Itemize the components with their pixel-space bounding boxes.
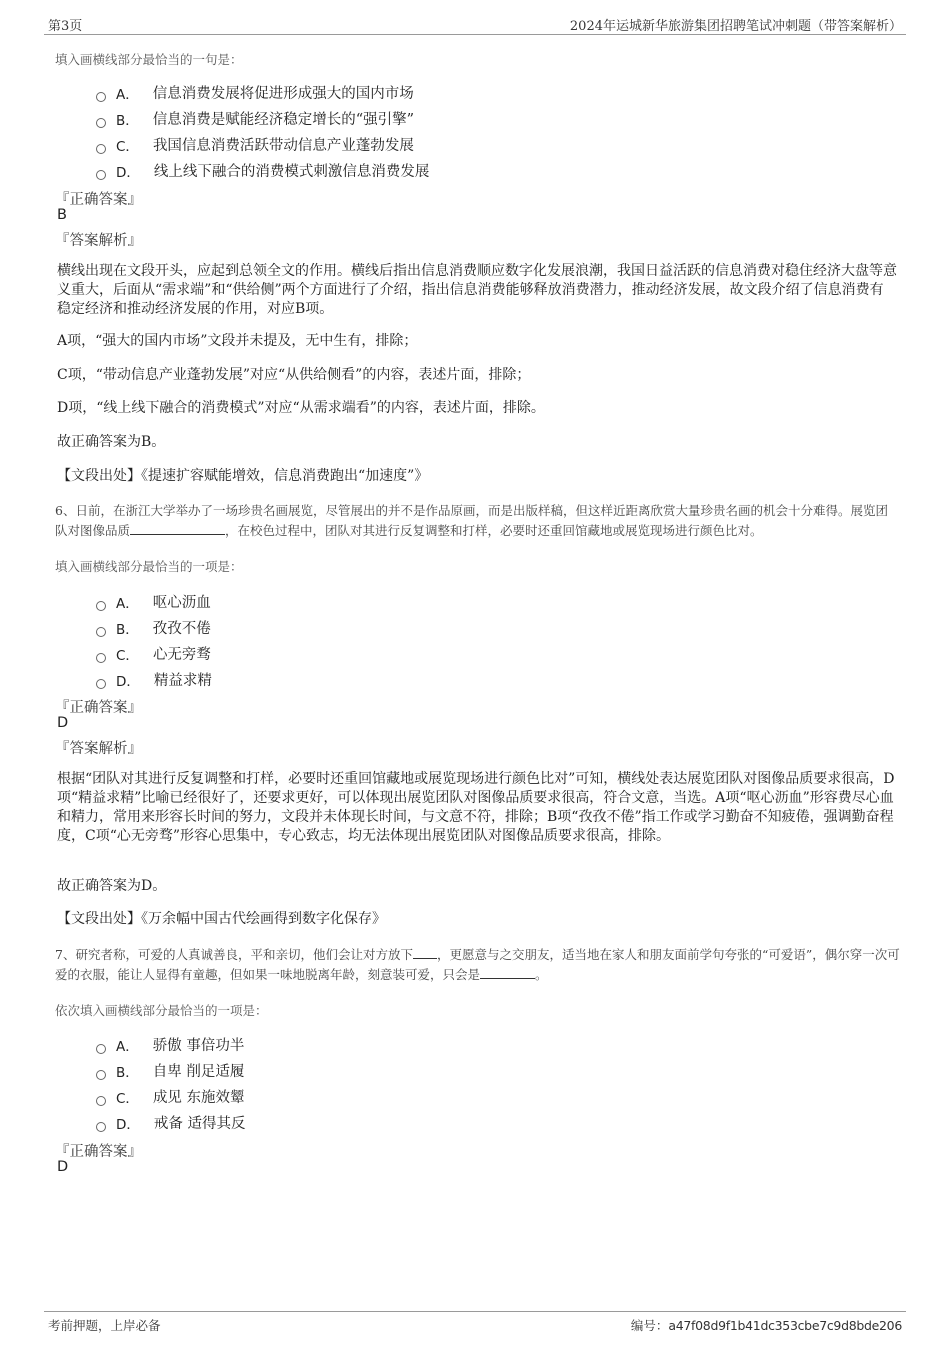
q5-answer: B xyxy=(57,207,67,223)
q6-conclusion: 故正确答案为D。 xyxy=(57,878,167,894)
document-code: 编号：a47f08d9f1b41dc353cbe7c9d8bde206 xyxy=(630,1318,902,1333)
q5-analysis-option-d: D项，“线上线下融合的消费模式”对应“从需求端看”的内容，表述片面，排除。 xyxy=(57,400,545,416)
q6-option-d[interactable]: D． 精益求精 xyxy=(96,669,212,690)
footer-slogan: 考前押题，上岸必备 xyxy=(48,1318,161,1333)
radio-icon[interactable] xyxy=(96,118,106,128)
q5-option-d[interactable]: D． 线上线下融合的消费模式刺激信息消费发展 xyxy=(96,160,429,181)
q5-analysis-label: 『答案解析』 xyxy=(55,233,142,249)
q7-prompt: 依次填入画横线部分最恰当的一项是： xyxy=(55,1003,268,1018)
q5-answer-label: 『正确答案』 xyxy=(55,192,142,208)
q5-analysis-paragraph: 横线出现在文段开头，应起到总领全文的作用。横线后指出信息消费顺应数字化发展浪潮，我国日益活跃的信息消费对稳住经济大盘等意义重大，后面从“需求端”和“供给侧”两个方面进行了介绍，指出信息消费能够释放消费潜力，推动经济发展，故文段介绍了信息消费有稳定经济和推动经济发展的作用，对应B项。 xyxy=(57,263,897,317)
radio-icon[interactable] xyxy=(96,92,106,102)
q6-option-c[interactable]: C． 心无旁骛 xyxy=(96,643,211,664)
radio-icon[interactable] xyxy=(96,627,106,637)
q6-analysis-label: 『答案解析』 xyxy=(55,741,142,757)
q5-source: 【文段出处】《提速扩容赋能增效，信息消费跑出“加速度”》 xyxy=(57,468,429,484)
q6-answer: D xyxy=(57,715,69,731)
fill-blank xyxy=(480,966,535,979)
radio-icon[interactable] xyxy=(96,144,106,154)
q7-answer-label: 『正确答案』 xyxy=(55,1144,142,1160)
radio-icon[interactable] xyxy=(96,1070,106,1080)
q7-option-d[interactable]: D． 戒备 适得其反 xyxy=(96,1112,246,1133)
document-title: 2024年运城新华旅游集团招聘笔试冲刺题（带答案解析） xyxy=(569,19,902,34)
q5-analysis-option-c: C项，“带动信息产业蓬勃发展”对应“从供给侧看”的内容，表述片面，排除； xyxy=(57,367,531,383)
page-number: 第3页 xyxy=(48,19,83,34)
radio-icon[interactable] xyxy=(96,653,106,663)
radio-icon[interactable] xyxy=(96,1096,106,1106)
q5-option-b[interactable]: B． 信息消费是赋能经济稳定增长的“强引擎” xyxy=(96,108,414,129)
q5-option-a[interactable]: A． 信息消费发展将促进形成强大的国内市场 xyxy=(96,82,414,103)
radio-icon[interactable] xyxy=(96,679,106,689)
q6-answer-label: 『正确答案』 xyxy=(55,700,142,716)
radio-icon[interactable] xyxy=(96,170,106,180)
radio-icon[interactable] xyxy=(96,1044,106,1054)
q6-option-b[interactable]: B． 孜孜不倦 xyxy=(96,617,211,638)
q6-prompt: 填入画横线部分最恰当的一项是： xyxy=(55,559,243,574)
page-footer xyxy=(44,1311,906,1336)
q7-option-b[interactable]: B． 自卑 削足适履 xyxy=(96,1060,244,1081)
q7-answer: D xyxy=(57,1159,69,1175)
radio-icon[interactable] xyxy=(96,1122,106,1132)
q6-question: 6、日前，在浙江大学举办了一场珍贵名画展览，尽管展出的并不是作品原画，而是出版样稿，但这样近距离欣赏大量珍贵名画的机会十分难得。展览团队对图像品质 ，在校色过程中，团队对其进行反复调整和打样，必要时还重回馆藏地或展览现场进行颜色比对。 xyxy=(55,503,888,538)
fill-blank xyxy=(413,946,437,959)
q6-analysis-paragraph: 根据“团队对其进行反复调整和打样，必要时还重回馆藏地或展览现场进行颜色比对”可知，横线处表达展览团队对图像品质要求很高，D项“精益求精”比喻已经很好了，还要求更好，可以体现出展览团队对图像品质要求很高，符合文意，当选。A项“呕心沥血”形容费尽心血和精力，常用来形容长时间的努力，文段并未体现长时间，与文意不符，排除；B项“孜孜不倦”指工作或学习勤奋不知疲倦，强调勤奋程度，C项“心无旁骛”形容心思集中，专心致志，均无法体现出展览团队对图像品质要求很高，排除。 xyxy=(57,771,895,844)
fill-blank xyxy=(130,522,225,535)
radio-icon[interactable] xyxy=(96,601,106,611)
q7-option-c[interactable]: C． 成见 东施效颦 xyxy=(96,1086,245,1107)
q6-option-a[interactable]: A． 呕心沥血 xyxy=(96,591,211,612)
page-header xyxy=(44,12,906,35)
q6-source: 【文段出处】《万余幅中国古代绘画得到数字化保存》 xyxy=(57,911,386,927)
q5-analysis-option-a: A项，“强大的国内市场”文段并未提及，无中生有，排除； xyxy=(57,333,418,349)
q5-prompt: 填入画横线部分最恰当的一句是： xyxy=(55,52,243,67)
q5-option-c[interactable]: C． 我国信息消费活跃带动信息产业蓬勃发展 xyxy=(96,134,414,155)
q7-question: 7、研究者称，可爱的人真诚善良，平和亲切，他们会让对方放下 ，更愿意与之交朋友，适当地在家人和朋友面前学句夸张的“可爱语”，偶尔穿一次可爱的衣服，能让人显得有童趣，但如果一味地脱离年龄，刻意装可爱，只会是 。 xyxy=(55,947,900,982)
q5-conclusion: 故正确答案为B。 xyxy=(57,434,166,450)
q7-option-a[interactable]: A． 骄傲 事倍功半 xyxy=(96,1034,244,1055)
